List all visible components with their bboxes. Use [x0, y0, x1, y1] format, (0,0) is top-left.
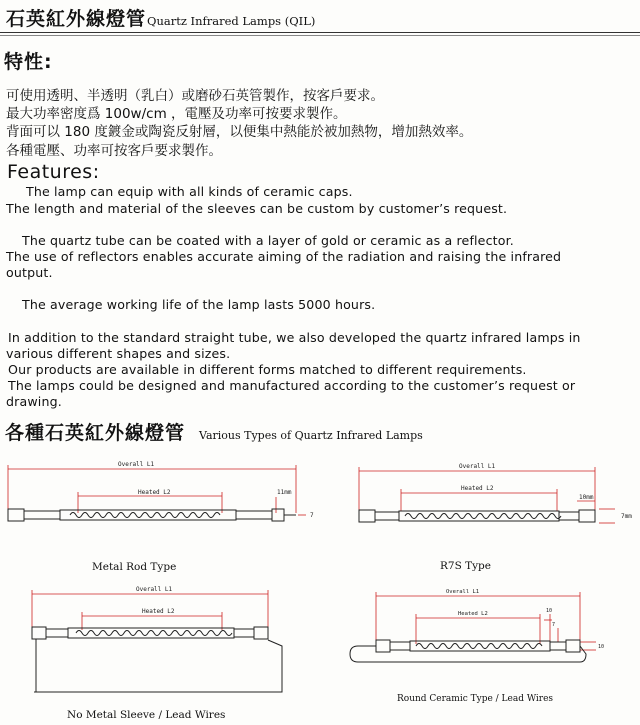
heated-length-label: Heated L2 [142, 608, 175, 615]
end-length-label: 10mm [579, 494, 594, 501]
feature-line: output. [6, 265, 53, 280]
feature-line: The lamps could be designed and manufactured according to the customer’s request or [8, 378, 576, 393]
caption-r7s: R7S Type [440, 560, 491, 572]
characteristics-heading: 特性: [4, 51, 53, 73]
feature-line: drawing. [6, 394, 62, 409]
heated-length-label: Heated L2 [458, 611, 488, 617]
overall-length-label: Overall L1 [136, 586, 173, 593]
overall-length-label: Overall L1 [446, 589, 480, 595]
feature-line: In addition to the standard straight tube, we also developed the quartz infrared lamps in [8, 330, 581, 345]
types-heading [5, 418, 423, 445]
end-length-label: 10 [546, 608, 553, 614]
heated-length-label: Heated L2 [461, 485, 494, 492]
characteristic-line: 各種電壓、功率可按客戶要求製作。 [6, 143, 222, 159]
diagram-r7s [345, 455, 640, 550]
header-title-cn: 石英紅外線燈管 [6, 8, 147, 30]
characteristic-line: 可使用透明、半透明（乳白）或磨砂石英管製作，按客戶要求。 [6, 88, 384, 104]
overall-length-label: Overall L1 [459, 463, 496, 470]
caption-round-ceramic: Round Ceramic Type / Lead Wires [397, 694, 554, 704]
characteristic-line: 背面可以 180 度鍍金或陶瓷反射層，以便集中熱能於被加熱物，增加熱效率。 [6, 124, 473, 140]
heated-length-label: Heated L2 [138, 489, 171, 496]
feature-line: The length and material of the sleeves can be custom by customer’s request. [6, 201, 508, 216]
characteristic-line: 最大功率密度爲 100w/cm ，電壓及功率可按要求製作。 [6, 106, 347, 122]
cap-diameter-label: 7mm [621, 513, 632, 520]
caption-no-metal-sleeve: No Metal Sleeve / Lead Wires [67, 709, 226, 721]
types-heading-en: Various Types of Quartz Infrared Lamps [199, 429, 423, 442]
caption-metal-rod: Metal Rod Type [92, 561, 177, 573]
feature-line: various different shapes and sizes. [6, 346, 231, 361]
overall-length-label: Overall L1 [118, 461, 155, 468]
feature-line: The quartz tube can be coated with a layer of gold or ceramic as a reflector. [22, 233, 514, 248]
rod-diameter-label: 7 [310, 512, 314, 519]
header-title-en: Quartz Infrared Lamps (QIL) [147, 14, 316, 28]
feature-line: The average working life of the lamp lasts 5000 hours. [22, 297, 376, 312]
header-rule [0, 32, 640, 33]
features-heading: Features: [7, 161, 100, 183]
diagram-round-ceramic [340, 584, 640, 684]
diagram-no-metal-sleeve [0, 580, 300, 705]
feature-line: The use of reflectors enables accurate aiming of the radiation and raising the infrared [6, 249, 562, 264]
feature-line: The lamp can equip with all kinds of ceramic caps. [26, 184, 353, 199]
page-header [6, 4, 315, 34]
diagram-metal-rod [0, 455, 330, 555]
feature-line: Our products are available in different forms matched to different requirements. [8, 362, 527, 377]
ring-width-label: 7 [552, 622, 556, 628]
cap-diameter-label: 10 [598, 644, 605, 650]
header-rule-thin [0, 35, 640, 36]
end-length-label: 11mm [277, 489, 292, 496]
types-heading-cn: 各種石英紅外線燈管 [5, 422, 186, 444]
